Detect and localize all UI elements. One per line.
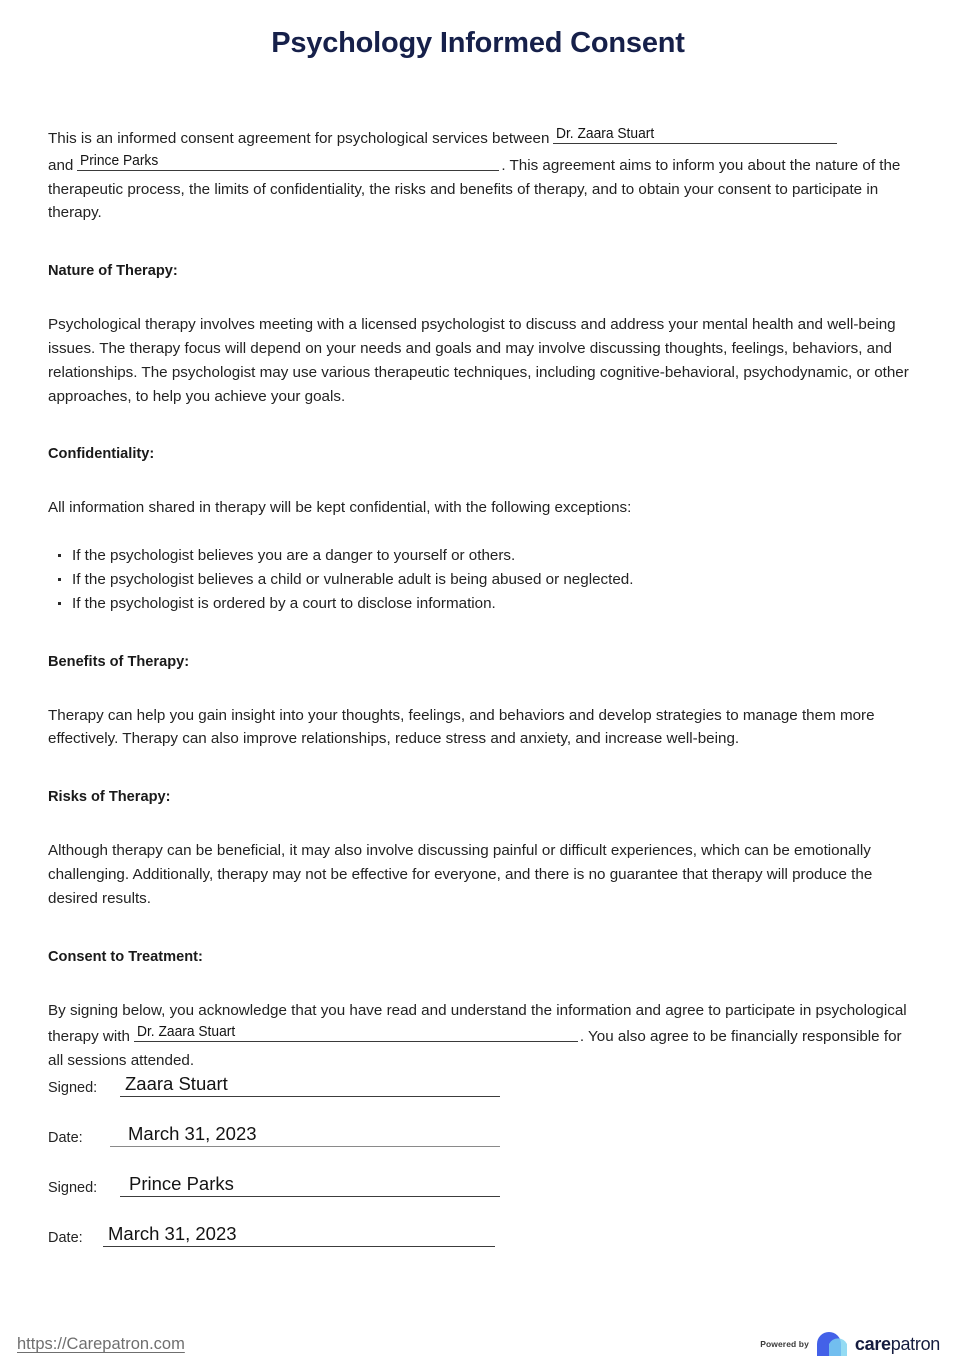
signature-row-practitioner-date xyxy=(48,1103,568,1153)
carepatron-logo-icon xyxy=(816,1331,848,1357)
practitioner-name-value: Dr. Zaara Stuart xyxy=(556,125,655,142)
client-date-line[interactable] xyxy=(103,1246,495,1247)
powered-by-label: Powered by xyxy=(760,1339,809,1349)
list-item xyxy=(48,592,910,616)
practitioner-date-value: March 31, 2023 xyxy=(128,1123,257,1144)
list-item xyxy=(48,568,910,592)
client-signature-line[interactable] xyxy=(120,1196,500,1197)
signature-row-client-date xyxy=(48,1203,568,1253)
section-heading-nature: Nature of Therapy: xyxy=(48,263,178,280)
practitioner-signature-line[interactable] xyxy=(120,1096,500,1097)
brand-name-bold: care xyxy=(854,1334,891,1354)
section-body-nature: Psychological therapy involves meeting with a licensed psychologist to discuss and address your mental health and well-being issues. The therapy focus will depend on your needs and goals and may involve discussing thoughts, feelings, behaviors, and relationships. The psychologist may use various therapeutic techniques, including cognitive-behavioral, psychodynamic, or other approaches, to help you achieve your goals. xyxy=(48,316,909,405)
signed-label: Signed: xyxy=(48,1080,98,1096)
intro-lead-text: This is an informed consent agreement for psychological services between xyxy=(48,130,550,147)
list-item xyxy=(48,544,910,568)
consent-lead-text: By signing below, you acknowledge that you have read and understand the information and agree to participate in psychological therapy with xyxy=(48,1001,907,1046)
bullet-icon xyxy=(58,554,61,557)
list-item-label: If the psychologist believes a child or vulnerable adult is being abused or neglected. xyxy=(72,570,634,588)
practitioner-signature-value: Zaara Stuart xyxy=(125,1073,228,1094)
client-name-value: Prince Parks xyxy=(80,151,159,169)
client-date-value: March 31, 2023 xyxy=(108,1223,237,1244)
client-signature-value: Prince Parks xyxy=(129,1173,234,1194)
section-heading-consent: Consent to Treatment: xyxy=(48,948,203,965)
page-title: Psychology Informed Consent xyxy=(271,27,685,59)
document-body xyxy=(48,124,910,1073)
consent-therapist-field[interactable] xyxy=(134,1022,578,1042)
practitioner-name-field[interactable] xyxy=(553,124,837,144)
date-label: Date: xyxy=(48,1230,83,1246)
list-item-label: If the psychologist believes you are a danger to yourself or others. xyxy=(72,547,516,565)
consent-trailing-text: . You also agree to be financially responsible for all sessions attended. xyxy=(48,1028,902,1070)
client-name-field[interactable] xyxy=(77,151,499,171)
signature-block xyxy=(48,1053,568,1253)
brand-name-light: patron xyxy=(890,1334,940,1354)
intro-paragraph xyxy=(48,124,910,225)
signature-row-practitioner xyxy=(48,1053,568,1103)
section-heading-benefits: Benefits of Therapy: xyxy=(48,653,190,670)
section-heading-confidentiality: Confidentiality: xyxy=(48,446,155,463)
section-body-benefits: Therapy can help you gain insight into your thoughts, feelings, and behaviors and develop strategies to manage them more effectively. Therapy can also improve relationships, reduce stress and anxiety, and increase well-being. xyxy=(48,706,875,748)
intro-and-label: and xyxy=(48,156,74,174)
section-heading-risks: Risks of Therapy: xyxy=(48,789,171,806)
practitioner-date-line[interactable] xyxy=(110,1146,500,1147)
bullet-icon xyxy=(58,578,61,581)
carepatron-wordmark xyxy=(855,1334,940,1354)
list-item-label: If the psychologist is ordered by a court to disclose information. xyxy=(72,594,496,612)
powered-by-carepatron xyxy=(760,1329,940,1359)
signed-label: Signed: xyxy=(48,1180,98,1196)
signature-row-client xyxy=(48,1153,568,1203)
confidentiality-exceptions-list xyxy=(48,544,910,615)
section-body-confidentiality: All information shared in therapy will be kept confidential, with the following exceptions: xyxy=(48,499,632,517)
intro-trailing-text: . This agreement aims to inform you about the nature of the therapeutic process, the limits of confidentiality, the risks and benefits of therapy, and to obtain your consent to participate in therapy. xyxy=(48,156,901,222)
bullet-icon xyxy=(58,602,61,605)
date-label: Date: xyxy=(48,1130,83,1146)
section-body-risks: Although therapy can be beneficial, it may also involve discussing painful or difficult experiences, which can be emotionally challenging. Additionally, therapy may not be effective for everyone, and there is no guarantee that therapy will produce the desired results. xyxy=(48,842,873,907)
consent-therapist-value: Dr. Zaara Stuart xyxy=(136,1023,236,1041)
carepatron-url-link[interactable]: https://Carepatron.com xyxy=(17,1335,185,1353)
